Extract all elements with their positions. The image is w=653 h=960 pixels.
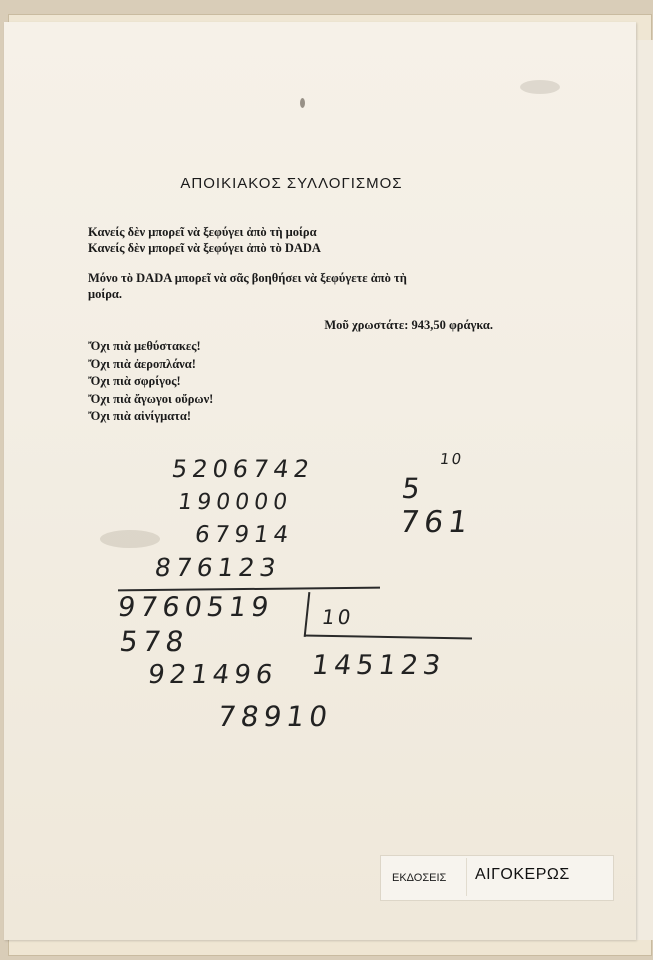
handwritten-line: 921496 [145,660,280,690]
handwritten-sum: 9760519 [115,592,276,623]
handwritten-addend: 876123 [152,553,283,582]
handwritten-remainder: 578 [117,625,191,658]
stanza-2 [88,270,498,302]
text-line: Ὄχι πιὰ αἰνίγματα! [88,409,192,423]
publisher-label-small: ΕΚΔΟΣΕΙΣ [392,872,447,884]
handwritten-addend: 190000 [176,490,294,515]
handwritten-side-number: 761 [397,505,475,540]
stain [100,530,160,548]
price-line: Μοῦ χρωστάτε: 943,50 φράγκα. [324,318,493,332]
stain [300,98,305,108]
handwritten-power-exponent: 10 [438,450,465,468]
text-line: μοίρα. [88,287,123,301]
handwritten-quotient: 145123 [309,650,448,681]
publisher-name: ΑΙΓΟΚΕΡΩΣ [475,866,570,883]
text-line: Ὄχι πιὰ μεθύστακες! [88,339,201,353]
handwritten-line: 78910 [215,700,335,733]
text-line: Μόνο τὸ DADA μπορεῖ νὰ σᾶς βοηθήσει νὰ ξεφύγετε ἀπὸ τὴ [88,271,407,285]
handwritten-addend: 5206742 [170,455,316,483]
document-page [4,22,636,940]
handwritten-addend: 67914 [193,522,295,548]
document-title: ΑΠΟΙΚΙΑΚΟΣ ΣΥΛΛΟΓΙΣΜΟΣ [180,175,403,192]
stanza-3 [88,338,498,426]
stanza-1 [88,224,498,256]
stain [520,80,560,94]
divider [466,858,467,896]
text-line: Κανείς δὲν μπορεῖ νὰ ξεφύγει ἀπὸ τὴ μοίρα [88,225,317,239]
handwritten-divisor: 10 [320,605,356,629]
handwritten-power-base: 5 [399,472,428,505]
text-line: Κανείς δὲν μπορεῖ νὰ ξεφύγει ἀπὸ τὸ DADA [88,241,321,255]
text-line: Ὄχι πιὰ ἄγωγοι οὔρων! [88,391,214,406]
text-line: Ὄχι πιὰ ἀεροπλάνα! [88,356,196,371]
text-line: Ὄχι πιὰ σφρίγος! [88,374,181,388]
